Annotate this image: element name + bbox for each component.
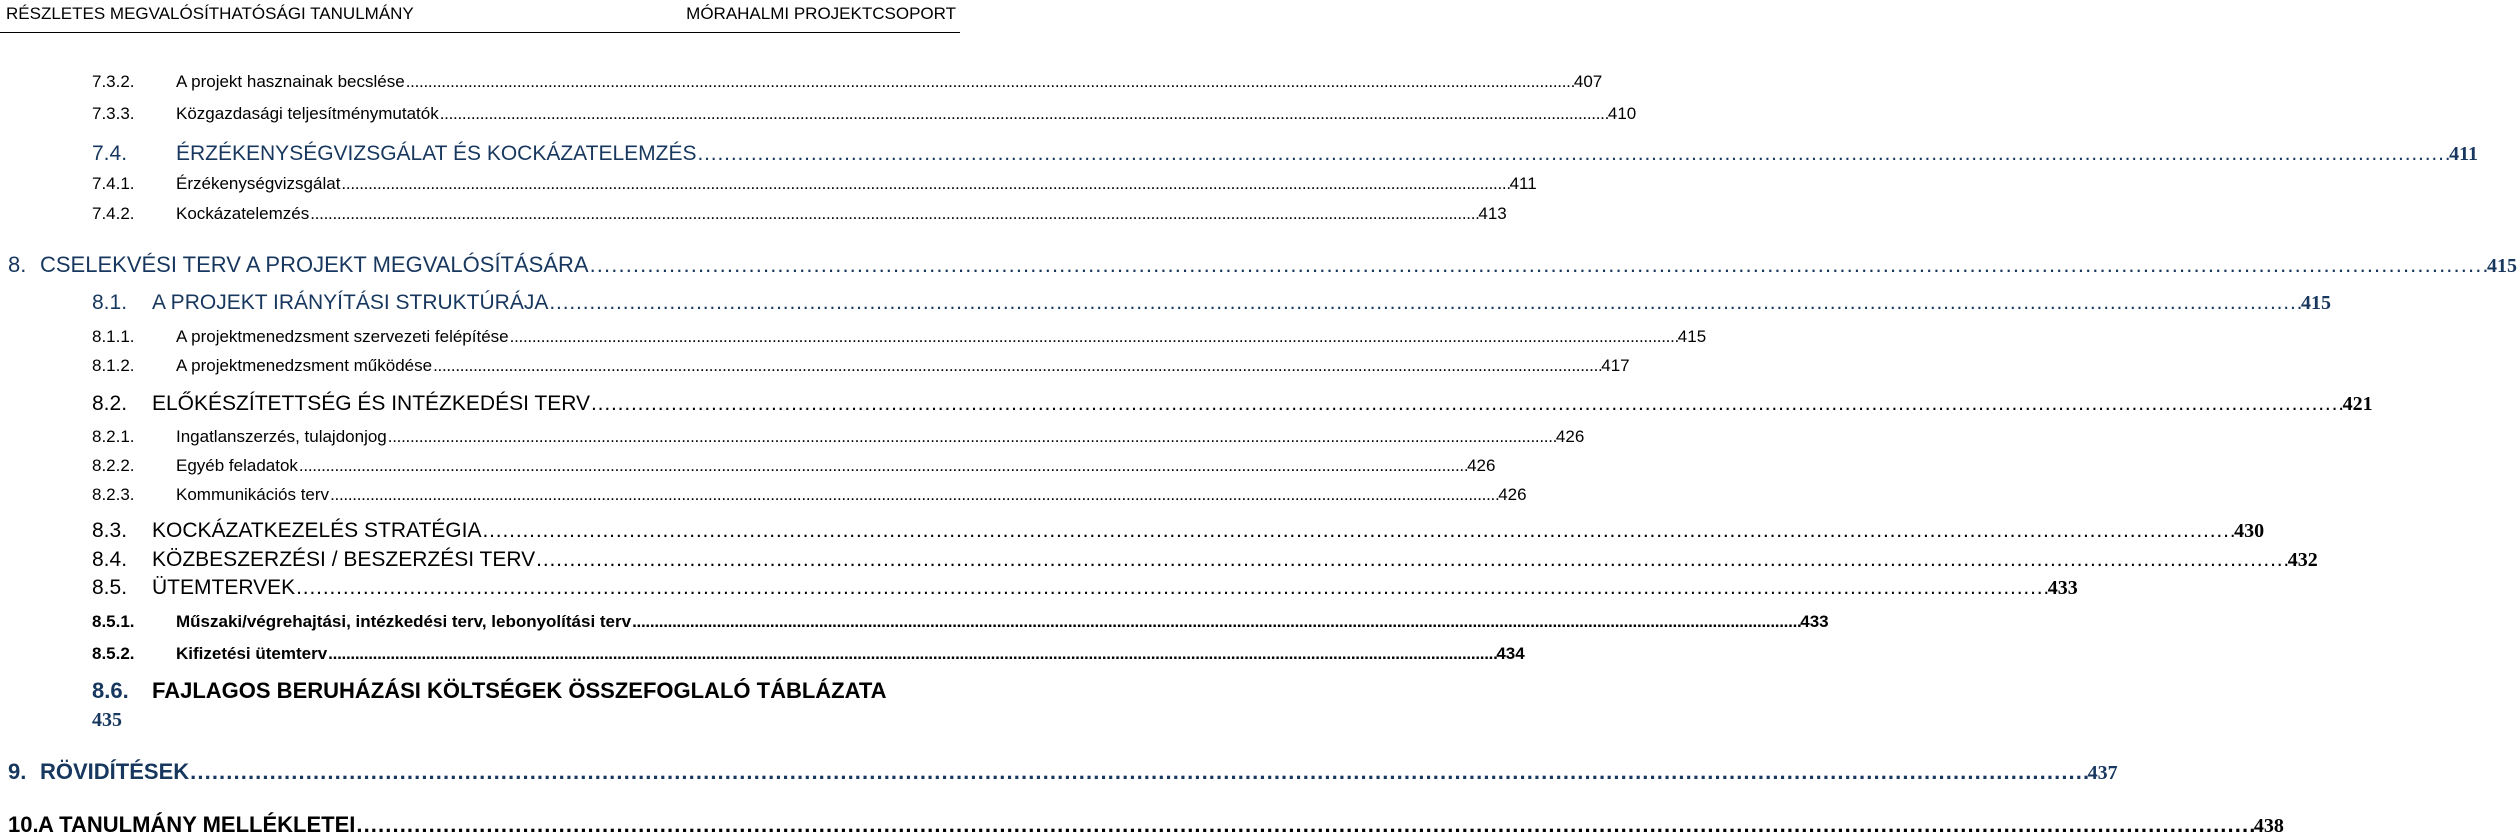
toc-leader-dots	[299, 456, 1466, 476]
toc-title: A projektmenedzsment működése	[176, 356, 433, 375]
toc-entry-7-4[interactable]	[92, 142, 2478, 166]
toc-entry-8-2-1[interactable]	[92, 427, 1585, 447]
toc-leader-dots	[341, 174, 1508, 194]
toc-leader-dots	[549, 291, 2300, 315]
toc-number: 8.6.	[92, 678, 129, 703]
toc-title: CSELEKVÉSI TERV A PROJEKT MEGVALÓSÍTÁSÁRA	[40, 252, 589, 277]
toc-leader-dots	[388, 427, 1555, 447]
toc-entry-8-5-1[interactable]	[92, 612, 1829, 632]
toc-entry-8-1-2[interactable]	[92, 356, 1630, 376]
toc-number: 8.1.1.	[92, 327, 135, 346]
toc-page-number: 411	[1509, 174, 1537, 193]
toc-title: KOCKÁZATKEZELÉS STRATÉGIA	[152, 519, 482, 542]
toc-entry-8[interactable]	[8, 252, 2517, 278]
toc-entry-8-2[interactable]	[92, 392, 2373, 416]
toc-number: 10.	[8, 812, 39, 837]
toc-leader-dots	[632, 612, 1799, 632]
toc-entry-8-2-3[interactable]	[92, 485, 1527, 505]
toc-leader-dots	[310, 204, 1477, 224]
toc-title: Ingatlanszerzés, tulajdonjog	[176, 427, 387, 446]
toc-number: 8.5.1.	[92, 612, 135, 631]
toc-number: 8.	[8, 252, 27, 277]
toc-number: 8.5.2.	[92, 644, 135, 663]
toc-number: 8.1.2.	[92, 356, 135, 375]
toc-page-number: 435	[92, 709, 122, 731]
toc-leader-dots	[590, 252, 2486, 278]
toc-page-number: 434	[1496, 644, 1525, 663]
toc-title: ÉRZÉKENYSÉGVIZSGÁLAT ÉS KOCKÁZATELEMZÉS	[176, 142, 697, 165]
toc-entry-9[interactable]	[8, 759, 2118, 785]
toc-number: 8.3.	[92, 519, 128, 542]
toc-entry-8-2-2[interactable]	[92, 456, 1496, 476]
toc-page-number: 426	[1498, 485, 1527, 504]
toc-number: 7.3.2.	[92, 72, 135, 91]
toc-number: 7.3.3.	[92, 104, 135, 123]
toc-leader-dots	[591, 392, 2342, 416]
toc-title: A projektmenedzsment szervezeti felépítése	[176, 327, 509, 346]
toc-title: A PROJEKT IRÁNYÍTÁSI STRUKTÚRÁJA	[152, 291, 549, 314]
toc-page-number: 417	[1601, 356, 1630, 375]
toc-entry-8-1[interactable]	[92, 291, 2331, 315]
toc-leader-dots	[406, 72, 1573, 92]
toc-page-number: 410	[1607, 104, 1637, 123]
toc-leader-dots	[296, 576, 2047, 600]
toc-entry-7-3-2[interactable]	[92, 72, 1603, 92]
toc-number: 8.4.	[92, 548, 128, 571]
toc-page-number: 413	[1478, 204, 1507, 223]
toc-title: Kockázatelemzés	[176, 204, 310, 223]
toc-page-number: 430	[2234, 520, 2265, 542]
toc-entry-8-3[interactable]	[92, 519, 2265, 543]
toc-title: RÖVIDÍTÉSEK	[40, 759, 190, 784]
header-document-title: RÉSZLETES MEGVALÓSÍTHATÓSÁGI TANULMÁNY	[6, 4, 414, 23]
toc-number: 8.2.2.	[92, 456, 135, 475]
toc-entry-8-1-1[interactable]	[92, 327, 1707, 347]
toc-entry-8-5-2[interactable]	[92, 644, 1525, 664]
toc-page-number: 415	[1677, 327, 1707, 346]
toc-page-number: 437	[2087, 762, 2118, 784]
toc-entry-10[interactable]	[8, 812, 2284, 838]
toc-number: 8.1.	[92, 291, 128, 314]
toc-entry-7-4-2[interactable]	[92, 204, 1507, 224]
toc-entry-8-6[interactable]	[92, 678, 922, 732]
toc-title: ELŐKÉSZÍTETTSÉG ÉS INTÉZKEDÉSI TERV	[152, 392, 590, 415]
toc-number: 8.2.	[92, 392, 128, 415]
toc-title: Műszaki/végrehajtási, intézkedési terv, lebonyolítási terv	[176, 612, 632, 631]
toc-page-number: 433	[1800, 612, 1829, 631]
toc-number: 8.5.	[92, 576, 128, 599]
toc-leader-dots	[356, 812, 2252, 838]
toc-leader-dots	[510, 327, 1677, 347]
header-organization: MÓRAHALMI PROJEKTCSOPORT	[686, 4, 956, 23]
toc-number: 9.	[8, 759, 27, 784]
toc-number: 7.4.	[92, 142, 128, 165]
toc-title: Érzékenységvizsgálat	[176, 174, 341, 193]
toc-page-number: 426	[1467, 456, 1496, 475]
toc-page-number: 411	[2449, 143, 2478, 165]
toc-title: Kommunikációs terv	[176, 485, 330, 504]
toc-page-number: 433	[2047, 577, 2078, 599]
toc-number: 8.2.3.	[92, 485, 135, 504]
toc-leader-dots	[536, 548, 2287, 572]
toc-entry-7-3-3[interactable]	[92, 104, 1637, 124]
toc-entry-7-4-1[interactable]	[92, 174, 1537, 194]
toc-entry-8-5[interactable]	[92, 576, 2078, 600]
toc-title: FAJLAGOS BERUHÁZÁSI KÖLTSÉGEK ÖSSZEFOGLALÓ TÁBLÁZATA	[152, 678, 887, 703]
toc-title: Kifizetési ütemterv	[176, 644, 328, 663]
toc-page-number: 421	[2342, 393, 2373, 415]
toc-page-number: 415	[2487, 255, 2517, 277]
toc-title: ÜTEMTERVEK	[152, 576, 296, 599]
page-header	[0, 0, 960, 33]
toc-page-number: 415	[2300, 292, 2331, 314]
toc-title: Közgazdasági teljesítménymutatók	[176, 104, 439, 123]
toc-leader-dots	[482, 519, 2233, 543]
toc-page-number: 438	[2253, 815, 2284, 837]
toc-title: Egyéb feladatok	[176, 456, 298, 475]
toc-leader-dots	[433, 356, 1600, 376]
toc-number: 7.4.1.	[92, 174, 135, 193]
toc-title: A projekt hasznainak becslése	[176, 72, 405, 91]
toc-entry-8-4[interactable]	[92, 548, 2318, 572]
toc-leader-dots	[697, 142, 2448, 166]
toc-leader-dots	[330, 485, 1497, 505]
toc-title: A TANULMÁNY MELLÉKLETEI	[38, 812, 356, 837]
toc-page-number: 407	[1573, 72, 1603, 91]
toc-page-number: 432	[2287, 549, 2318, 571]
toc-page-number: 426	[1555, 427, 1585, 446]
toc-leader-dots	[190, 759, 2086, 785]
toc-number: 7.4.2.	[92, 204, 135, 223]
toc-leader-dots	[328, 644, 1495, 664]
toc-number: 8.2.1.	[92, 427, 135, 446]
toc-leader-dots	[440, 104, 1607, 124]
toc-title: KÖZBESZERZÉSI / BESZERZÉSI TERV	[152, 548, 536, 571]
